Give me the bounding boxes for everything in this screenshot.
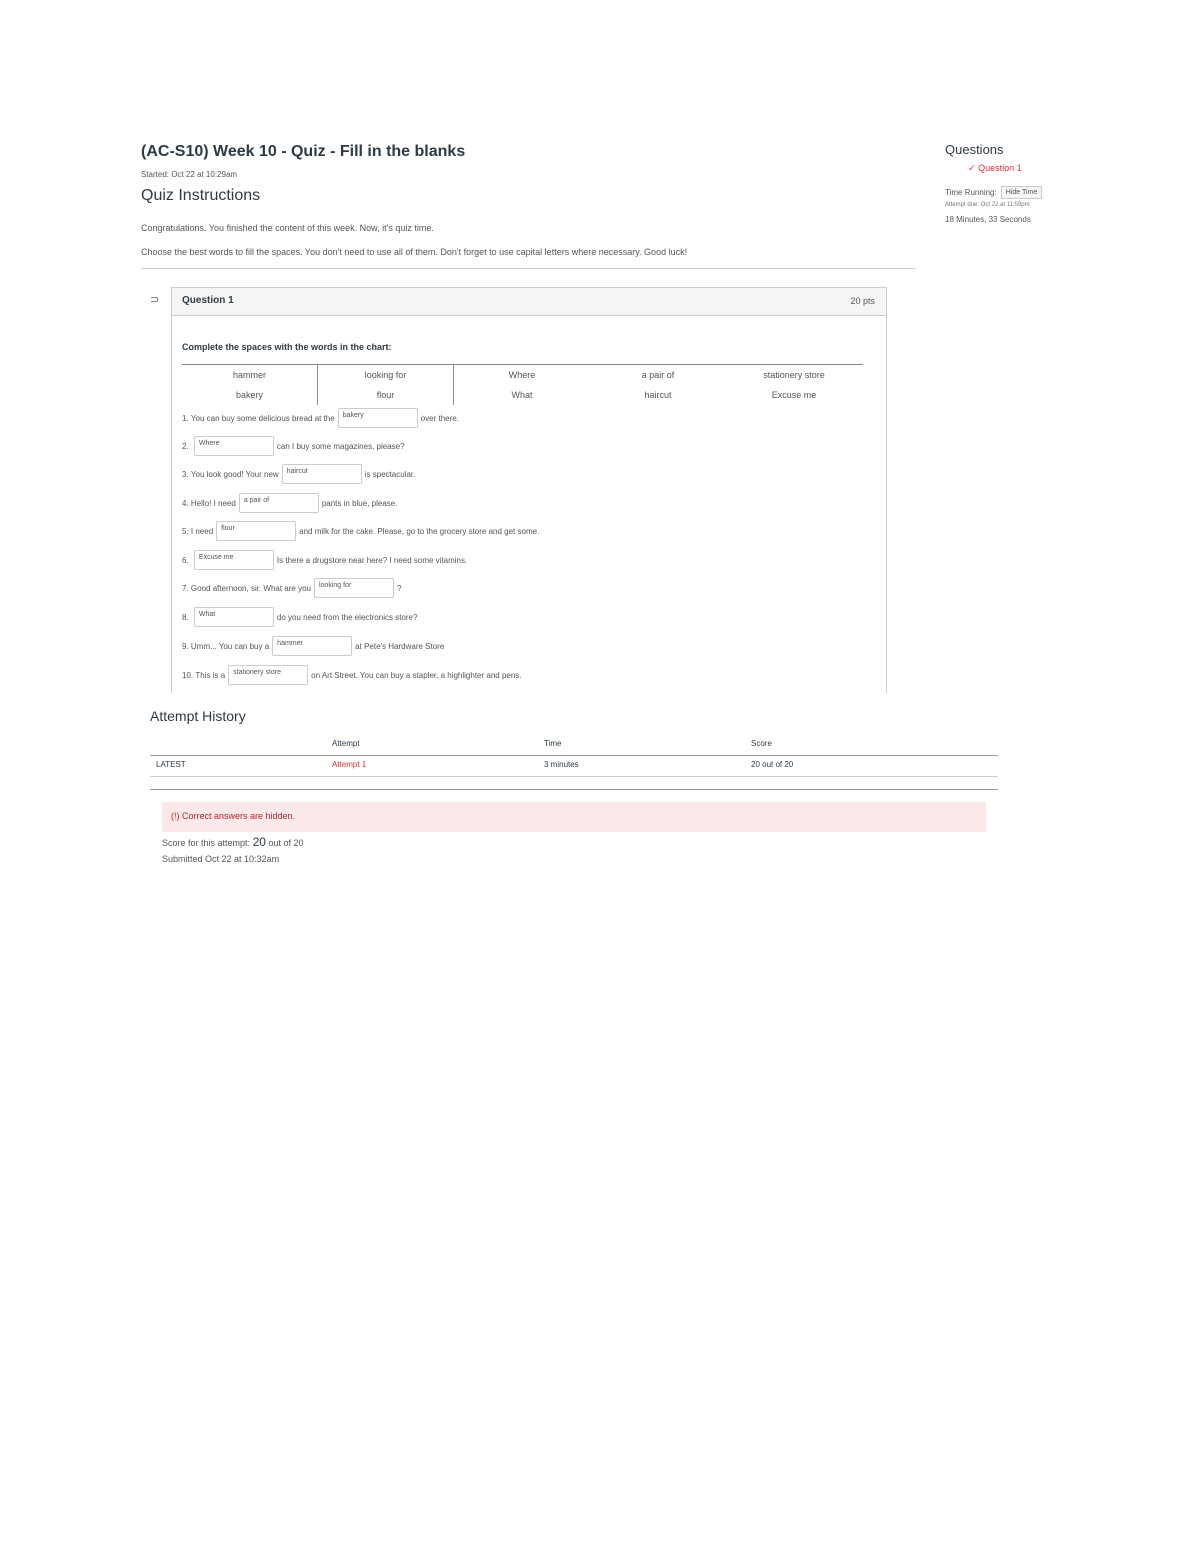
hide-time-button[interactable]: Hide Time — [1001, 186, 1043, 199]
sentence-1 — [182, 408, 459, 428]
attempt-history-table — [150, 735, 998, 790]
word-chart-cell: What — [511, 390, 533, 400]
sentence-before: This is a — [195, 670, 226, 680]
notice-text: (!) Correct answers are hidden. — [171, 811, 296, 821]
attempt-history-heading: Attempt History — [150, 708, 246, 724]
answer-input[interactable]: What — [194, 607, 274, 627]
attempt-link[interactable]: Attempt 1 — [332, 760, 367, 769]
score-prefix: Score for this attempt: — [162, 838, 251, 848]
score-value: 20 — [252, 835, 266, 849]
sentence-after: at Pete's Hardware Store — [355, 641, 445, 651]
question-header — [172, 288, 886, 316]
table-header-row — [150, 735, 998, 755]
answer-input[interactable]: bakery — [338, 408, 418, 428]
submitted-timestamp: Submitted Oct 22 at 10:32am — [162, 854, 280, 864]
attempt-due: Attempt due: Oct 22 at 11:59pm — [945, 202, 1030, 208]
questions-heading: Questions — [945, 142, 1004, 157]
instructions-text-1: Congratulations. You finished the content of this week. Now, it's quiz time. — [141, 223, 434, 233]
word-chart-cell: flour — [318, 385, 454, 405]
sentence-before: Good afternoon, sir. What are you — [190, 583, 311, 593]
word-chart-cell: haircut — [644, 390, 672, 400]
sentence-number: 8. — [182, 612, 189, 622]
sentence-before: Hello! I need — [190, 498, 236, 508]
question-card — [171, 287, 887, 693]
word-chart-cell: Excuse me — [771, 390, 817, 400]
word-chart-cell: stationery store — [763, 370, 825, 380]
question-flag-icon[interactable]: ⊃ — [150, 294, 160, 306]
answer-input[interactable]: flour — [216, 521, 296, 541]
latest-label: LATEST — [156, 760, 186, 769]
spacer — [150, 777, 998, 789]
sentence-7 — [182, 578, 401, 598]
word-chart-cell: bakery — [182, 385, 318, 405]
word-chart-row — [182, 385, 863, 405]
answer-input[interactable]: haircut — [282, 464, 362, 484]
sentence-number: 10. — [182, 670, 194, 680]
attempt-score-summary — [162, 835, 303, 849]
sentence-10 — [182, 665, 522, 685]
answer-input[interactable]: hammer — [272, 636, 352, 656]
sentence-3 — [182, 464, 415, 484]
sentence-number: 2. — [182, 441, 189, 451]
score-suffix: out of 20 — [268, 838, 304, 848]
sentence-before: I need — [190, 526, 214, 536]
sentence-6 — [182, 550, 467, 570]
sidebar-question-link[interactable] — [968, 163, 1022, 174]
word-chart-row — [182, 365, 863, 385]
answer-input[interactable]: a pair of — [239, 493, 319, 513]
sentence-before: You can buy some delicious bread at the — [190, 413, 335, 423]
instructions-heading: Quiz Instructions — [141, 187, 261, 204]
divider — [141, 268, 916, 269]
column-header-score: Score — [751, 739, 772, 748]
page-title: (AC-S10) Week 10 - Quiz - Fill in the blanks — [141, 143, 466, 160]
sentence-number: 4. — [182, 498, 189, 508]
sentence-after: Is there a drugstore near here? I need some vitamins. — [276, 555, 468, 565]
question-points: 20 pts — [850, 296, 875, 306]
sentence-number: 5. — [182, 526, 189, 536]
table-row — [150, 756, 998, 776]
column-header-attempt: Attempt — [332, 739, 360, 748]
word-chart-cell: Where — [508, 370, 536, 380]
sentence-8 — [182, 607, 417, 627]
table-divider — [150, 789, 998, 790]
sentence-number: 1. — [182, 413, 189, 423]
sentence-after: on Art Street. You can buy a stapler, a highlighter and pens. — [311, 670, 522, 680]
sentence-4 — [182, 493, 397, 513]
answer-input[interactable]: Excuse me — [194, 550, 274, 570]
answer-input[interactable]: stationery store — [228, 665, 308, 685]
elapsed-time: 18 Minutes, 33 Seconds — [945, 215, 1031, 224]
sentence-5 — [182, 521, 539, 541]
attempt-score: 20 out of 20 — [751, 760, 794, 769]
check-icon: ✓ — [968, 163, 976, 173]
sentence-9 — [182, 636, 444, 656]
answer-input[interactable]: Where — [194, 436, 274, 456]
instructions-text-2: Choose the best words to fill the spaces. You don't need to use all of them. Don't forget to use capital letters where necessary. Good luck! — [141, 247, 688, 257]
answer-input[interactable]: looking for — [314, 578, 394, 598]
sentence-after: pants in blue, please. — [321, 498, 398, 508]
column-header-time: Time — [544, 739, 562, 748]
sentence-number: 7. — [182, 583, 189, 593]
word-chart — [182, 364, 863, 405]
sentence-number: 9. — [182, 641, 189, 651]
started-timestamp: Started: Oct 22 at 10:29am — [141, 170, 238, 179]
sentence-after: and milk for the cake. Please, go to the grocery store and get some. — [299, 526, 540, 536]
sidebar-question-label: Question 1 — [978, 163, 1022, 173]
sentence-after: can I buy some magazines, please? — [276, 441, 405, 451]
word-chart-cell: hammer — [182, 365, 318, 385]
word-chart-cell: looking for — [318, 365, 454, 385]
time-running — [945, 186, 1042, 199]
correct-answers-hidden-notice — [162, 802, 986, 832]
sentence-2 — [182, 436, 405, 456]
question-lead: Complete the spaces with the words in the chart: — [182, 342, 392, 352]
attempt-time: 3 minutes — [544, 760, 579, 769]
sentence-number: 6. — [182, 555, 189, 565]
sentence-after: is spectacular. — [364, 469, 416, 479]
sentence-before: You look good! Your new — [190, 469, 279, 479]
sentence-after: over there. — [420, 413, 459, 423]
word-chart-cell: a pair of — [641, 370, 675, 380]
sentence-after: do you need from the electronics store? — [276, 612, 418, 622]
sentence-after: ? — [396, 583, 402, 593]
time-running-label: Time Running: — [945, 188, 997, 197]
sentence-before: Umm... You can buy a — [190, 641, 270, 651]
sentence-number: 3. — [182, 469, 189, 479]
question-title: Question 1 — [182, 295, 234, 306]
